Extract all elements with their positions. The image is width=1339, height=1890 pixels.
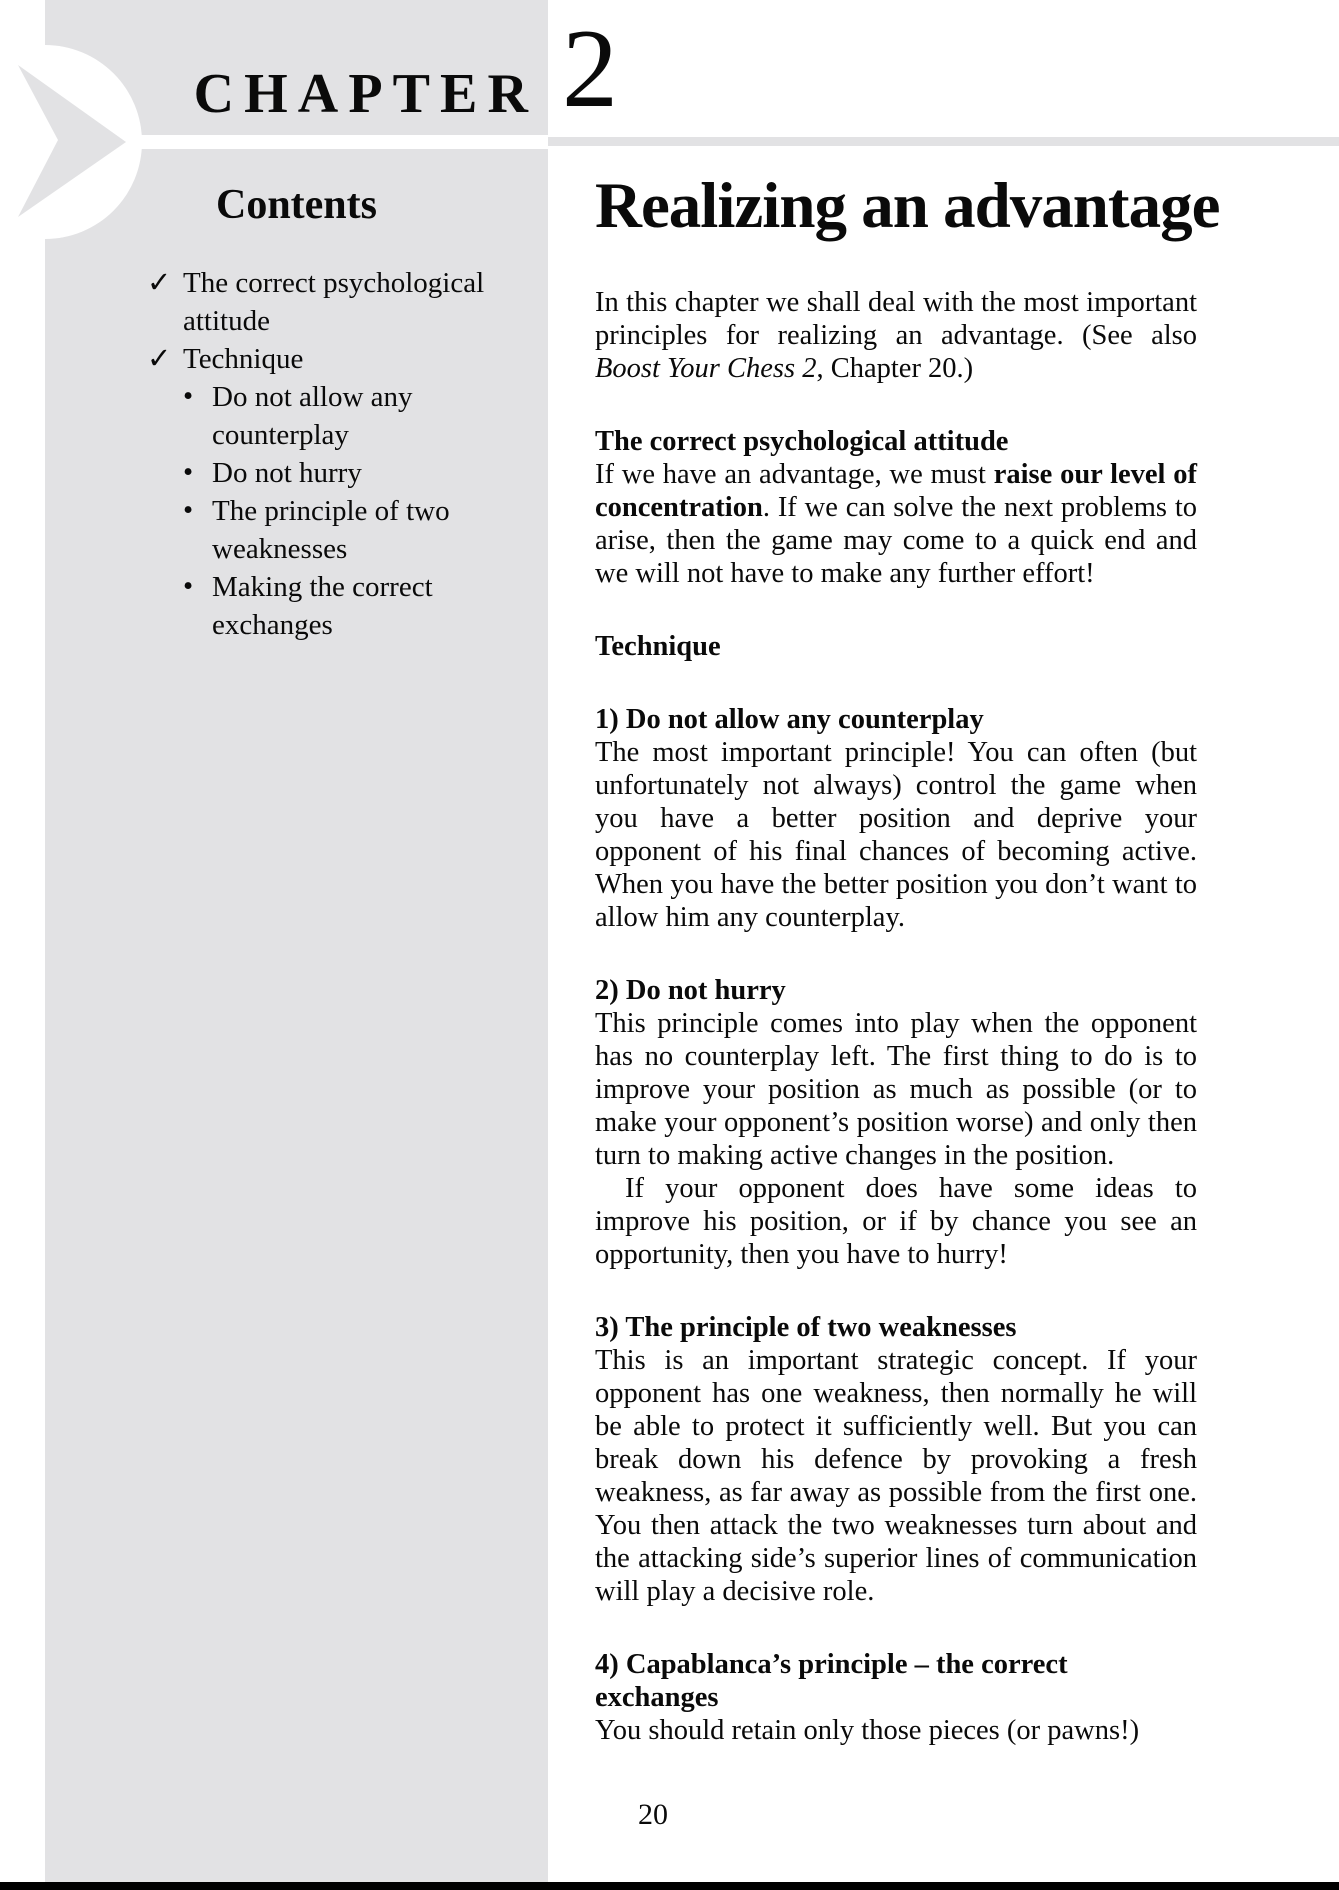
contents-item (45, 378, 548, 454)
chapter-label: CHAPTER (193, 63, 538, 125)
bullet-icon: • (183, 456, 194, 488)
section-heading: 4) Capablanca’s principle – the correct exchanges (595, 1649, 1068, 1713)
checkmark-icon: ✓ (147, 343, 172, 375)
section-heading: 3) The principle of two weaknesses (595, 1312, 1017, 1343)
section-heading: The correct psychological attitude (595, 426, 1009, 457)
bottom-edge-bar (0, 1882, 1339, 1890)
contents-item-label: The principle of two weaknesses (212, 495, 450, 565)
body-paragraph: If we have an advantage, we must raise our level of concentration. If we can solve the next problems to arise, then the game may come to a quick end and we will not have to make any further effort! (595, 459, 1197, 589)
contents-item (45, 264, 548, 340)
bullet-icon: • (183, 570, 194, 602)
contents-item (45, 568, 548, 644)
header-rule-line (548, 137, 1339, 146)
body-blocks (595, 286, 1197, 1747)
section-heading: 2) Do not hurry (595, 975, 786, 1006)
contents-panel (45, 182, 548, 644)
section-heading: 1) Do not allow any counterplay (595, 704, 984, 735)
contents-list (45, 264, 548, 644)
contents-item (45, 340, 548, 378)
contents-item-label: Technique (183, 343, 304, 375)
main-text-column (595, 168, 1220, 1747)
contents-item-label: Do not allow any counterplay (212, 381, 413, 451)
contents-title: Contents (215, 182, 377, 228)
chapter-number: 2 (562, 7, 618, 131)
body-paragraph: This principle comes into play when the opponent has no counterplay left. The first thing to do is to improve your position as much as possible (or to make your opponent’s position worse) and only then turn to making active changes in the position. (595, 1008, 1197, 1171)
body-paragraph: This is an important strategic concept. If your opponent has one weakness, then normally he will be able to protect it sufficiently well. But you can break down his defence by provoking a fresh weakness, as far away as possible from the first one. You then attack the two weaknesses turn about and the attacking side’s superior lines of communication will play a decisive role. (595, 1345, 1197, 1607)
body-paragraph: If your opponent does have some ideas to improve his position, or if by chance you see an opportunity, then you have to hurry! (595, 1173, 1197, 1270)
bullet-icon: • (183, 380, 194, 412)
body-paragraph: The most important principle! You can often (but unfortunately not always) control the game when you have a better position and deprive your opponent of his final chances of becoming active. When you have the better position you don’t want to allow him any counterplay. (595, 737, 1197, 933)
contents-item-label: Do not hurry (212, 457, 362, 489)
contents-item (45, 492, 548, 568)
section-heading: Technique (595, 631, 721, 662)
contents-item-label: Making the correct exchanges (212, 571, 433, 641)
bullet-icon: • (183, 494, 194, 526)
page-number: 20 (638, 1798, 668, 1831)
contents-item (45, 454, 548, 492)
checkmark-icon: ✓ (147, 267, 172, 299)
body-paragraph: You should retain only those pieces (or pawns!) (595, 1715, 1140, 1746)
body-paragraph: In this chapter we shall deal with the most important principles for realizing an advantage. (See also Boost Your Chess 2, Chapter 20.) (595, 287, 1197, 384)
contents-item-label: The correct psychological attitude (183, 267, 485, 337)
page-title: Realizing an advantage (595, 170, 1220, 242)
